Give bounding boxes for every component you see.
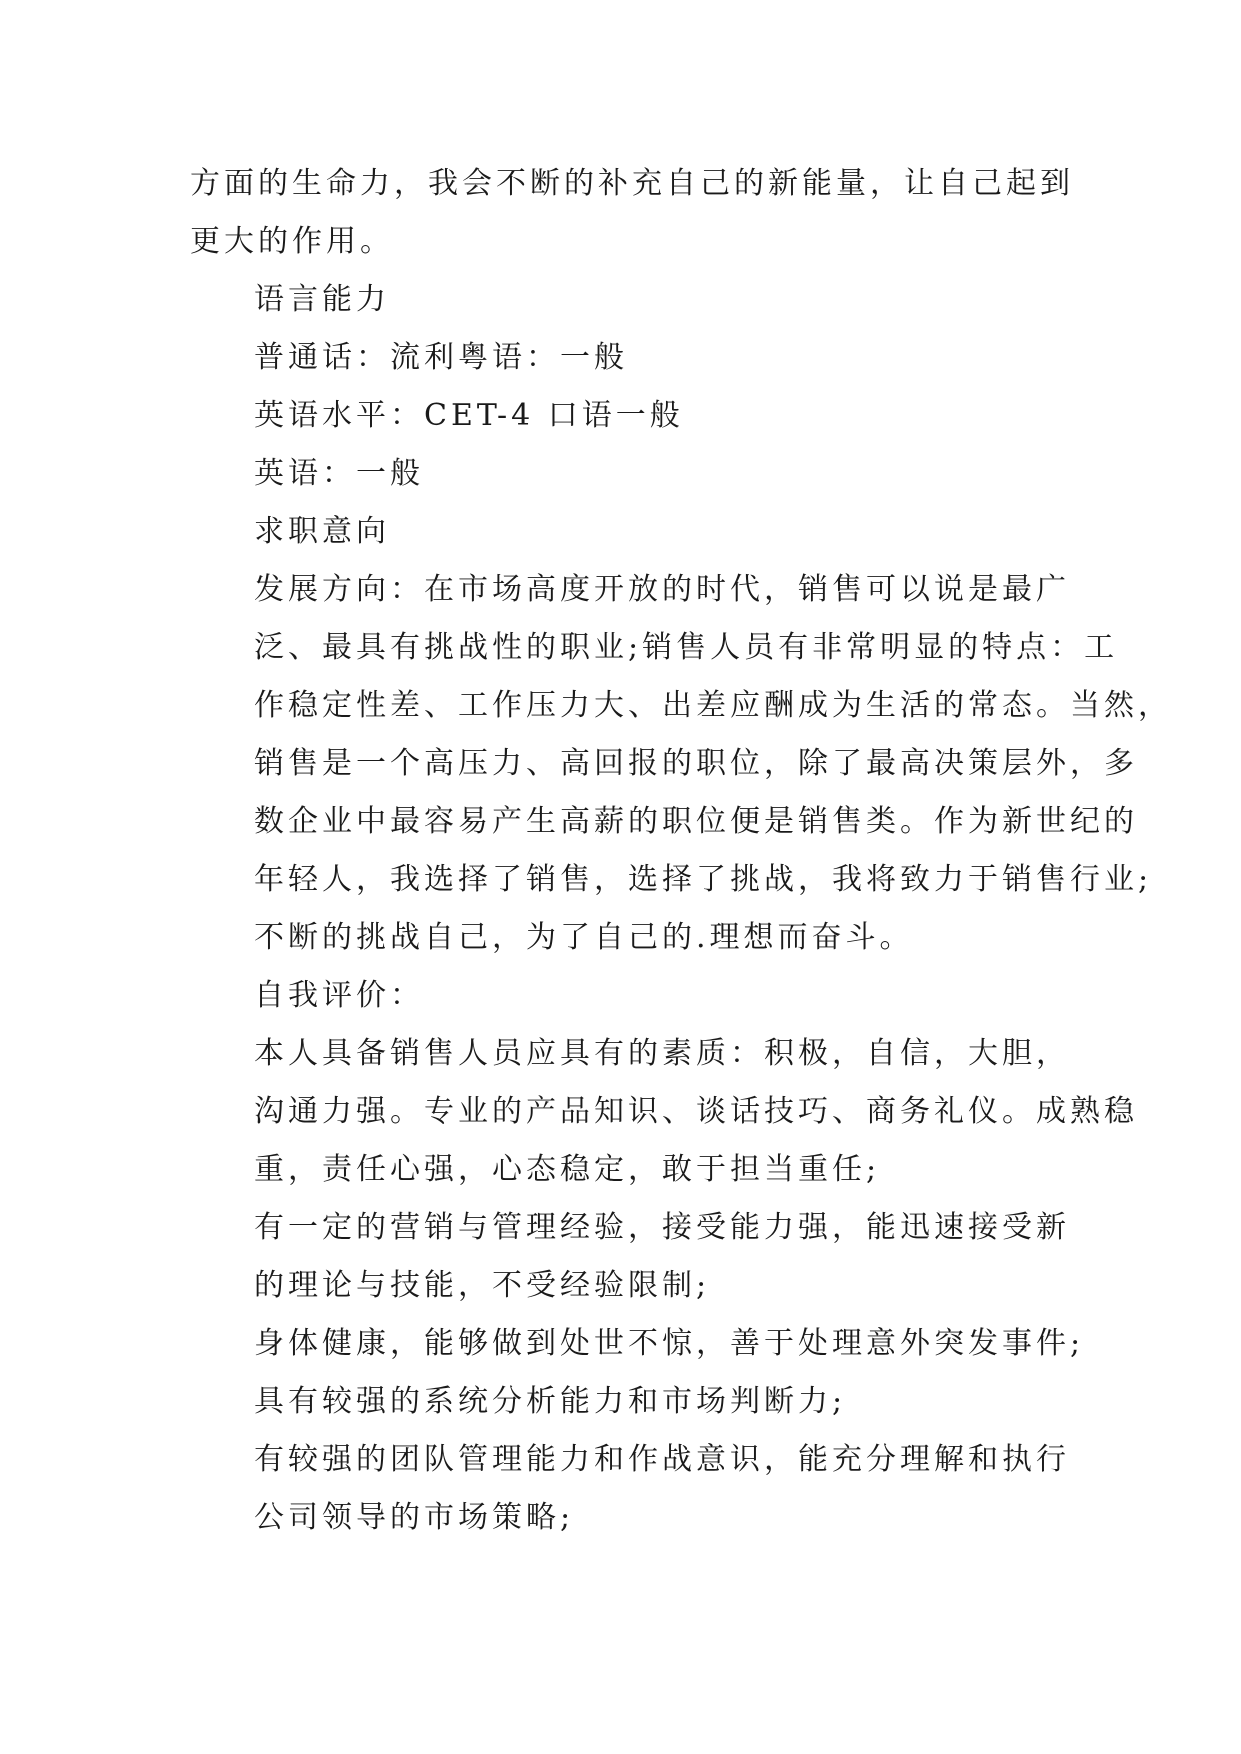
text-line: 有较强的团队管理能力和作战意识，能充分理解和执行 <box>254 1442 1070 1477</box>
paragraph-team-management <box>190 1431 1070 1547</box>
text-line: 公司领导的市场策略; <box>254 1500 575 1535</box>
text-line: 自我评价： <box>254 978 424 1013</box>
text-line: 本人具备销售人员应具有的素质：积极，自信，大胆， <box>254 1036 1070 1071</box>
paragraph-mandarin-cantonese <box>190 329 1060 387</box>
section-heading-language-ability <box>190 271 1060 329</box>
text-line: 英语：一般 <box>254 456 424 491</box>
text-line: 有一定的营销与管理经验，接受能力强，能迅速接受新 <box>254 1210 1070 1245</box>
text-line: 沟通力强。专业的产品知识、谈话技巧、商务礼仪。成熟稳 <box>254 1094 1138 1129</box>
text-line: 身体健康，能够做到处世不惊，善于处理意外突发事件; <box>254 1326 1085 1361</box>
text-line: 发展方向：在市场高度开放的时代，销售可以说是最广 <box>254 572 1070 607</box>
paragraph-analysis <box>190 1373 1060 1431</box>
paragraph-health <box>190 1315 1085 1373</box>
paragraph-continuation <box>190 155 1074 271</box>
text-line: 英语水平：CET-4 口语一般 <box>254 398 684 433</box>
text-line: 年轻人，我选择了销售，选择了挑战，我将致力于销售行业; <box>254 862 1153 897</box>
section-heading-self-evaluation <box>190 967 1060 1025</box>
paragraph-english <box>190 445 1060 503</box>
document-body <box>190 155 1172 1547</box>
text-line: 更大的作用。 <box>190 224 394 259</box>
paragraph-experience <box>190 1199 1070 1315</box>
text-line: 语言能力 <box>254 282 390 317</box>
text-line: 重，责任心强，心态稳定，敢于担当重任; <box>254 1152 881 1187</box>
paragraph-english-level <box>190 387 1060 445</box>
text-line: 具有较强的系统分析能力和市场判断力; <box>254 1384 847 1419</box>
text-line: 方面的生命力，我会不断的补充自己的新能量，让自己起到 <box>190 166 1074 201</box>
text-line: 销售是一个高压力、高回报的职位，除了最高决策层外，多 <box>254 746 1138 781</box>
paragraph-development-direction <box>190 561 1172 967</box>
text-line: 的理论与技能，不受经验限制; <box>254 1268 711 1303</box>
text-line: 求职意向 <box>254 514 390 549</box>
text-line: 数企业中最容易产生高薪的职位便是销售类。作为新世纪的 <box>254 804 1138 839</box>
section-heading-job-intention <box>190 503 1060 561</box>
paragraph-qualities <box>190 1025 1138 1199</box>
text-line: 不断的挑战自己，为了自己的.理想而奋斗。 <box>254 920 914 955</box>
text-line: 作稳定性差、工作压力大、出差应酬成为生活的常态。当然， <box>254 688 1172 723</box>
text-line: 普通话：流利粤语：一般 <box>254 340 628 375</box>
text-line: 泛、最具有挑战性的职业;销售人员有非常明显的特点：工 <box>254 630 1119 665</box>
